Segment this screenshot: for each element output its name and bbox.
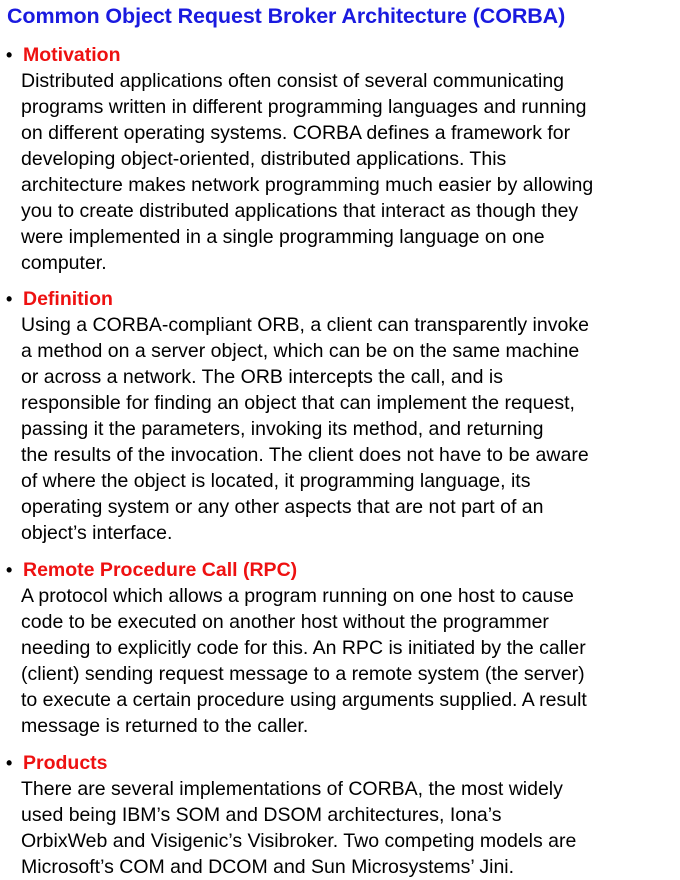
section-heading: Definition: [23, 288, 113, 310]
body-line: used being IBM’s SOM and DSOM architectures, Iona’s: [21, 804, 502, 826]
section-heading: Motivation: [23, 44, 121, 66]
body-line: you to create distributed applications that interact as though they: [21, 200, 579, 222]
body-line: of where the object is located, it programming language, its: [21, 470, 531, 492]
section-header: [6, 42, 680, 68]
section-body: [21, 312, 680, 546]
section-header: [6, 557, 680, 583]
body-line: Microsoft’s COM and DCOM and Sun Microsystems’ Jini.: [21, 856, 515, 878]
body-line: Distributed applications often consist of several communicating: [21, 70, 565, 92]
bullet-icon: •: [6, 753, 13, 773]
section-header: [6, 750, 680, 776]
section-heading: Products: [23, 752, 108, 774]
body-line: A protocol which allows a program running on one host to cause: [21, 585, 574, 607]
bullet-icon: •: [6, 45, 13, 65]
body-line: object’s interface.: [21, 522, 173, 544]
section-heading: Remote Procedure Call (RPC): [23, 559, 298, 581]
body-line: operating system or any other aspects that are not part of an: [21, 496, 544, 518]
body-line: code to be executed on another host without the programmer: [21, 611, 549, 633]
body-line: OrbixWeb and Visigenic’s Visibroker. Two competing models are: [21, 830, 577, 852]
body-line: were implemented in a single programming language on one: [21, 226, 545, 248]
body-line: architecture makes network programming much easier by allowing: [21, 174, 594, 196]
body-line: responsible for finding an object that can implement the request,: [21, 392, 575, 414]
body-line: the results of the invocation. The client does not have to be aware: [21, 444, 589, 466]
body-line: message is returned to the caller.: [21, 715, 309, 737]
body-line: programs written in different programming languages and running: [21, 96, 587, 118]
section-body: [21, 776, 680, 880]
body-line: passing it the parameters, invoking its method, and returning: [21, 418, 544, 440]
body-line: a method on a server object, which can be on the same machine: [21, 340, 580, 362]
body-line: on different operating systems. CORBA defines a framework for: [21, 122, 571, 144]
section-body: [21, 68, 680, 276]
body-line: Using a CORBA-compliant ORB, a client can transparently invoke: [21, 314, 589, 336]
body-line: or across a network. The ORB intercepts the call, and is: [21, 366, 503, 388]
section-definition: [6, 286, 680, 546]
section-motivation: [6, 42, 680, 276]
page-title: Common Object Request Broker Architecture (CORBA): [7, 4, 566, 28]
body-line: developing object-oriented, distributed applications. This: [21, 148, 507, 170]
body-line: computer.: [21, 252, 107, 274]
body-line: needing to explicitly code for this. An RPC is initiated by the caller: [21, 637, 586, 659]
section-products: [6, 750, 680, 880]
section-header: [6, 286, 680, 312]
section-body: [21, 583, 680, 739]
body-line: (client) sending request message to a remote system (the server): [21, 663, 585, 685]
bullet-icon: •: [6, 289, 13, 309]
body-line: to execute a certain procedure using arguments supplied. A result: [21, 689, 587, 711]
section-rpc: [6, 557, 680, 739]
bullet-icon: •: [6, 560, 13, 580]
body-line: There are several implementations of CORBA, the most widely: [21, 778, 563, 800]
